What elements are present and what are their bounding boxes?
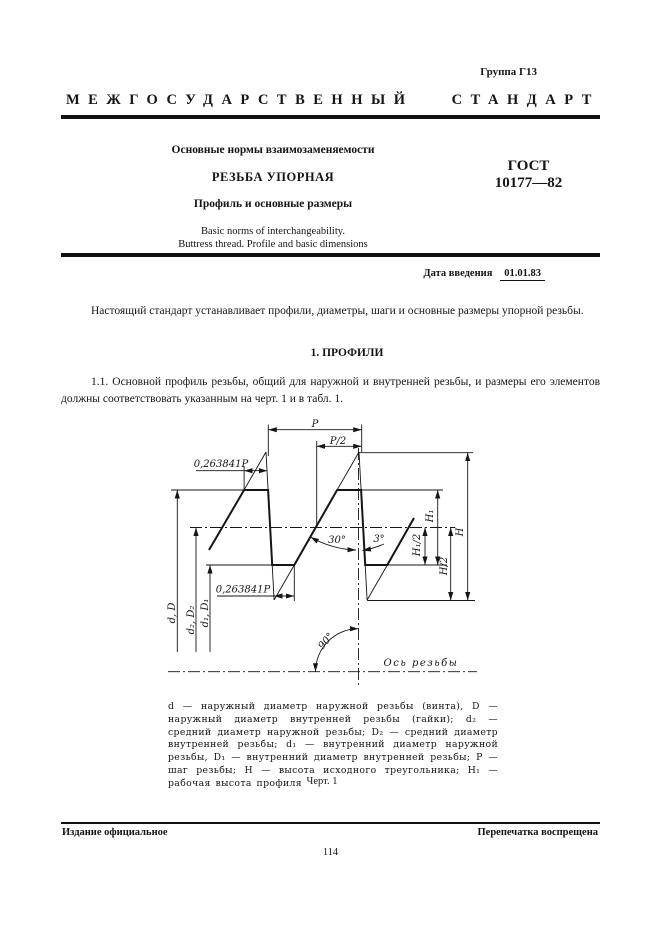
thread-profile-diagram bbox=[140, 416, 490, 706]
section-1-heading: 1. ПРОФИЛИ bbox=[310, 347, 384, 359]
designation-gost: ГОСТ bbox=[507, 158, 550, 174]
designation-number: 10177—82 bbox=[494, 175, 563, 191]
label-h1: H₁ bbox=[425, 509, 436, 523]
footer-edition-note: Издание официальное bbox=[62, 827, 168, 838]
label-d-inner: d₁, D₁ bbox=[200, 598, 211, 628]
standard-type-title: МЕЖГОСУДАРСТВЕННЫЙ СТАНДАРТ bbox=[66, 92, 600, 108]
label-axis: Ось резьбы bbox=[383, 658, 459, 669]
effective-date bbox=[360, 268, 545, 279]
label-root-width: 0,263841P bbox=[215, 584, 271, 596]
footer-reprint-note: Перепечатка воспрещена bbox=[477, 827, 598, 838]
title-rule bbox=[61, 253, 600, 257]
figure-number: Черт. 1 bbox=[306, 776, 338, 787]
group-label: Группа Г13 bbox=[480, 66, 537, 78]
label-h-half: H/2 bbox=[439, 556, 450, 576]
standard-designation bbox=[471, 158, 586, 192]
label-angle-3: 3° bbox=[373, 534, 385, 545]
effective-date-value: 01.01.83 bbox=[500, 268, 545, 281]
label-angle-90: 90° bbox=[316, 630, 337, 652]
title-subtitle: Профиль и основные размеры bbox=[193, 198, 353, 210]
title-english-line1: Basic norms of interchangeability. bbox=[201, 226, 345, 237]
figure-caption: d — наружный диаметр наружной резьбы (винта), D — наружный диаметр внутренней резьбы (гайки); d₂ — средний диаметр наружной резьбы; D₂ — средний диаметр внутренней резьбы; d₁ — внутренний диаметр наружной резьбы, D₁ — внутренний диаметр внутренней резьбы; P — шаг резьбы; H — высота исходного треугольника; H₁ — рабочая высота профиля bbox=[168, 701, 498, 789]
title-russian: РЕЗЬБА УПОРНАЯ bbox=[211, 170, 335, 184]
label-h1-half: H₁/2 bbox=[412, 533, 423, 557]
footer-rule bbox=[61, 822, 600, 824]
clause-1-1: 1.1. Основной профиль резьбы, общий для наружной и внутренней резьбы, и размеры его элементов должны соответствовать указанным на черт. 1 и в табл. 1. bbox=[61, 376, 600, 405]
header-rule bbox=[61, 115, 600, 119]
center-lines bbox=[168, 448, 477, 688]
label-p-half: P/2 bbox=[329, 436, 347, 447]
label-p: P bbox=[311, 419, 319, 430]
page-number: 114 bbox=[322, 847, 339, 858]
label-h: H bbox=[455, 527, 466, 537]
title-english-line2: Buttress thread. Profile and basic dimensions bbox=[178, 239, 368, 250]
label-d-pitch: d₂, D₂ bbox=[186, 605, 197, 635]
label-crest-width: 0,263841P bbox=[193, 459, 249, 470]
label-d-outer: d, D bbox=[167, 602, 178, 624]
label-angle-30: 30° bbox=[328, 535, 346, 546]
title-subject: Основные нормы взаимозаменяемости bbox=[171, 144, 375, 156]
intro-paragraph: Настоящий стандарт устанавливает профили, диаметры, шаги и основные размеры упорной резьбы. bbox=[91, 305, 584, 317]
effective-date-label: Дата введения bbox=[423, 268, 493, 279]
